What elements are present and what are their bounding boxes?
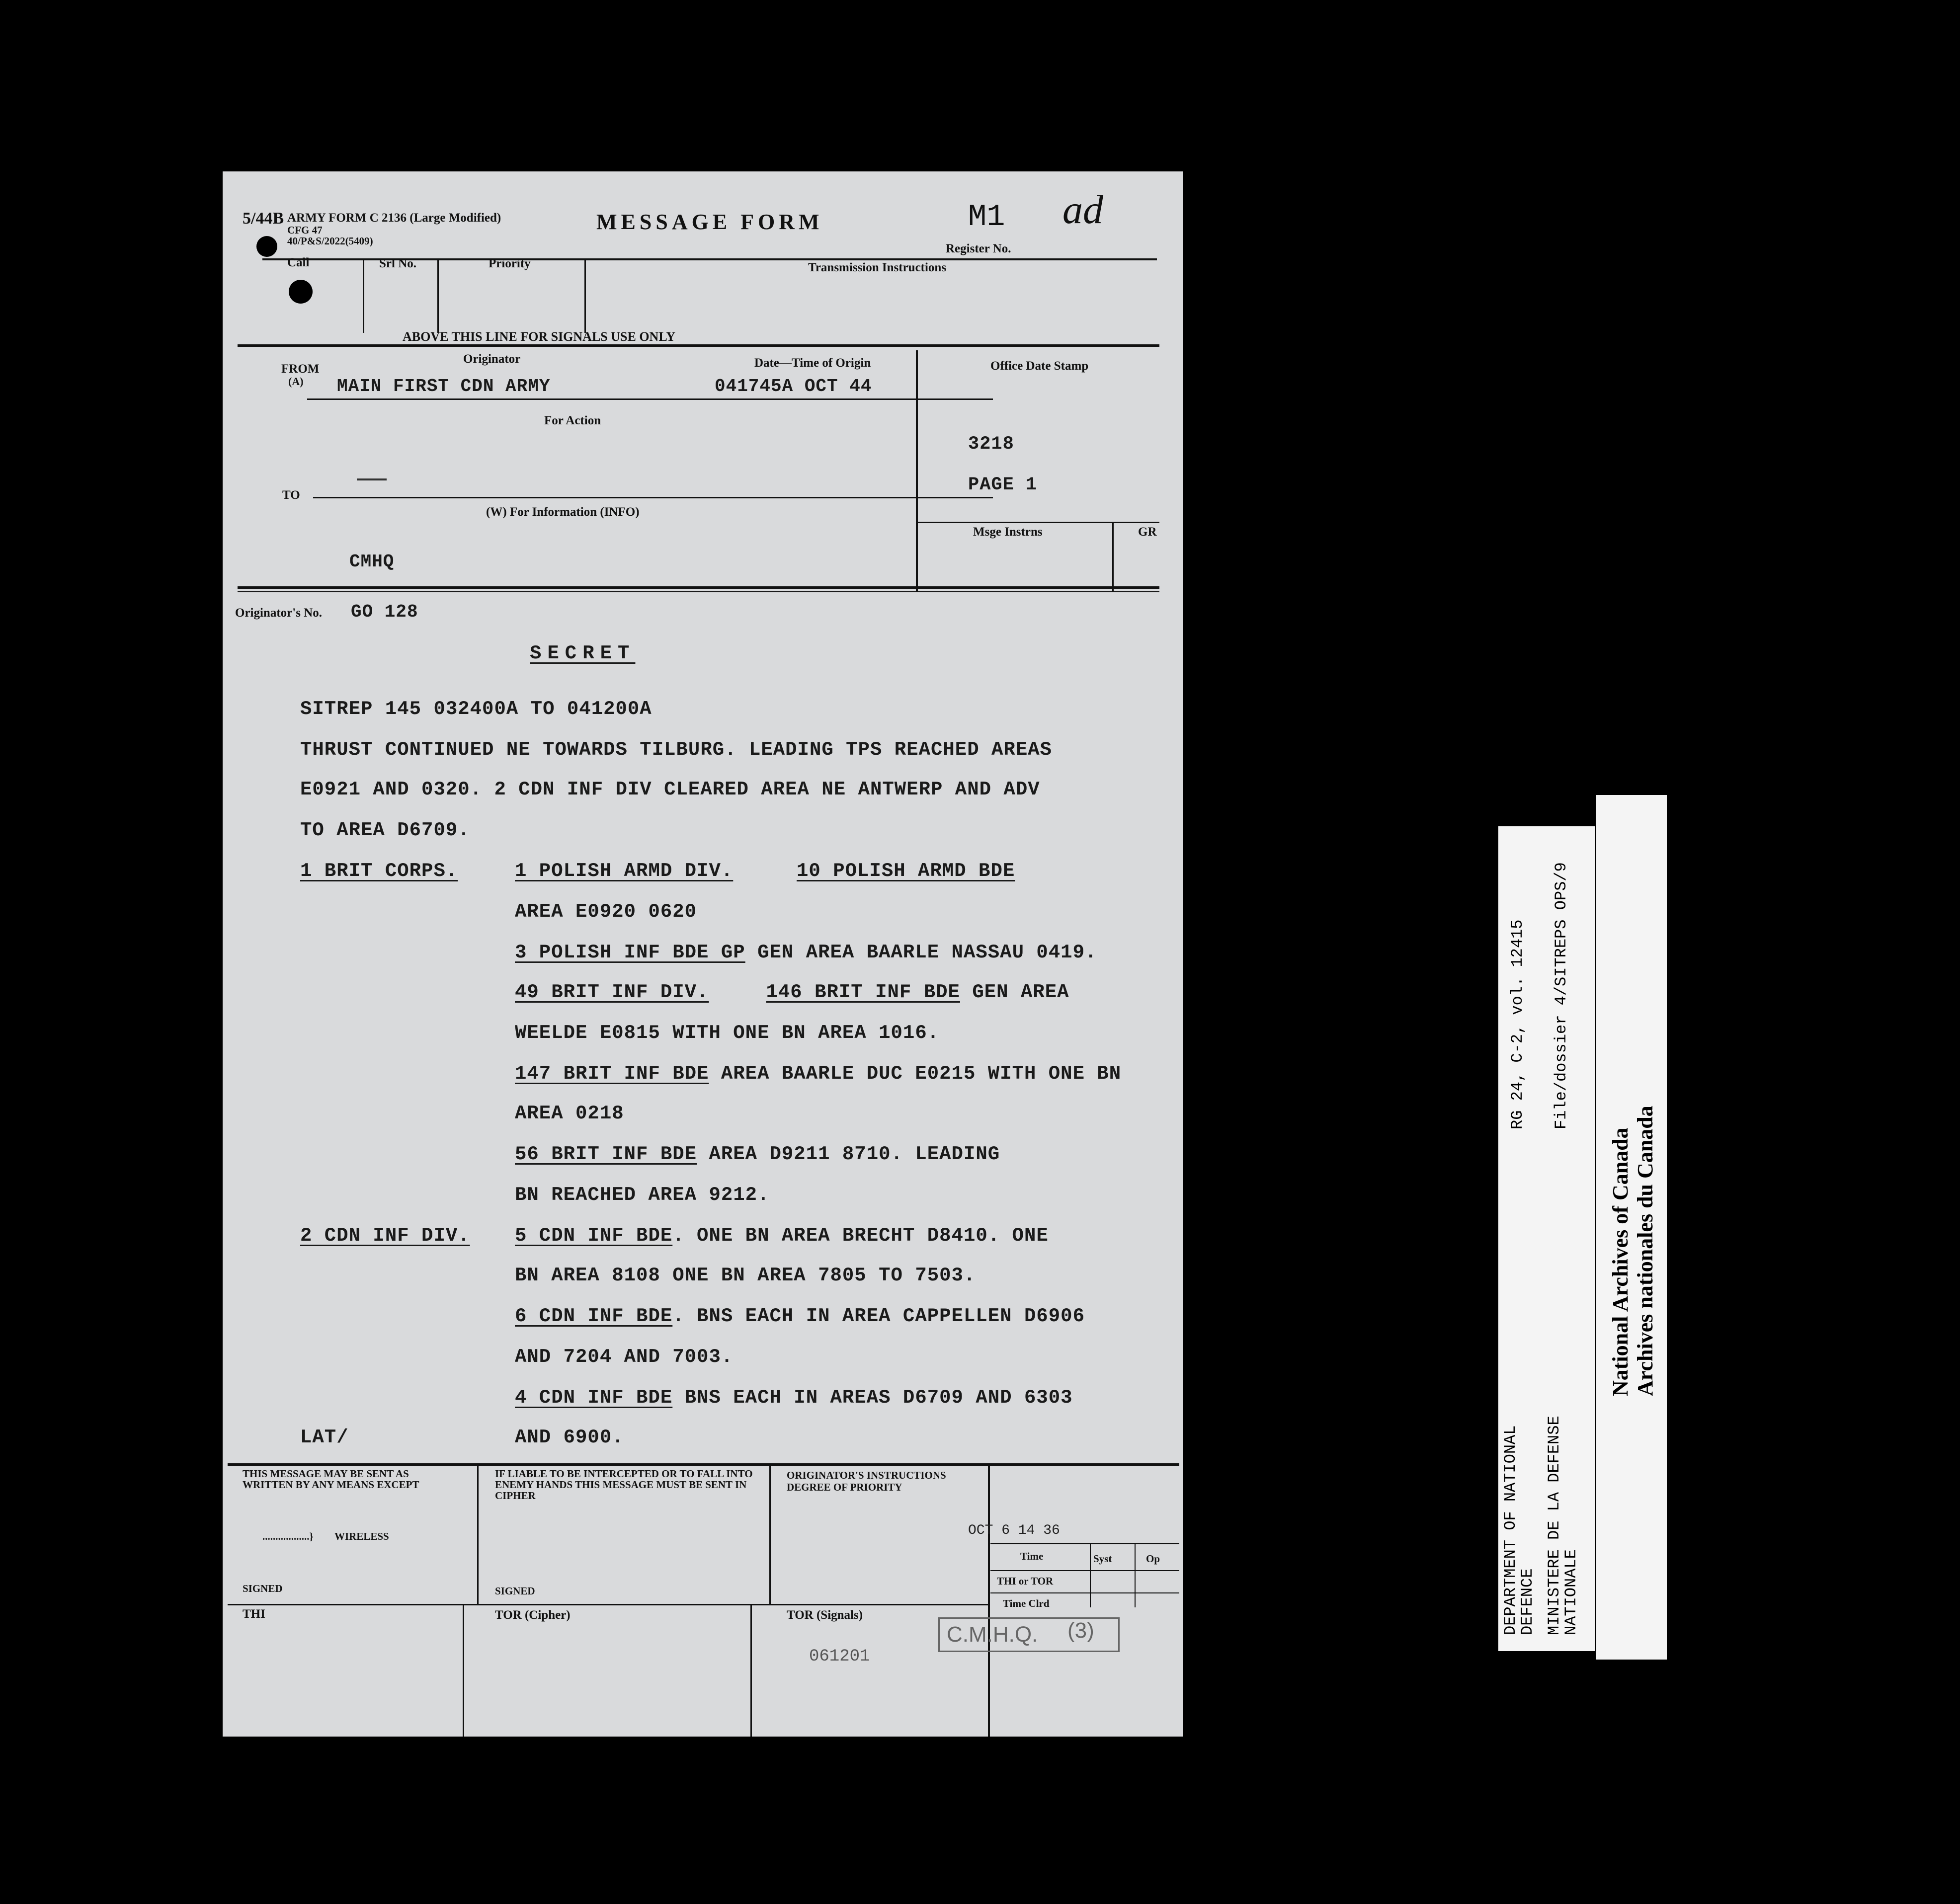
transmission-label: Transmission Instructions (808, 261, 947, 274)
unit-heading: 1 BRIT CORPS. (300, 860, 458, 882)
time-label: Time (1020, 1550, 1044, 1562)
register-label: Register No. (946, 242, 1011, 255)
message-text: GEN AREA (960, 981, 1069, 1003)
office-number: 3218 (968, 434, 1014, 455)
punch-hole (289, 280, 313, 304)
thi-label: THI (243, 1607, 265, 1621)
rule (990, 1543, 1179, 1544)
message-text: . ONE BN AREA BRECHT D8410. ONE (672, 1225, 1049, 1247)
dto-value: 041745A OCT 44 (715, 376, 872, 397)
archive-ref: RG 24, C-2, vol. 12415 (1508, 919, 1527, 1129)
form-name: ARMY FORM C 2136 (Large Modified) (287, 211, 501, 225)
unit-heading: 2 CDN INF DIV. (300, 1225, 470, 1247)
wireless-bracket: ..................} (262, 1530, 314, 1542)
unit-name: 3 POLISH INF BDE GP (515, 942, 745, 963)
unit-name: 4 CDN INF BDE (515, 1387, 673, 1409)
call-label: Call (287, 256, 310, 269)
thi-tor-label: THI or TOR (997, 1575, 1054, 1587)
originator-label: Originator (463, 352, 521, 366)
message-line (515, 942, 1097, 963)
unit-name: 5 CDN INF BDE (515, 1225, 673, 1247)
archive-text: MINISTERE DE LA DEFENSE (1545, 1416, 1563, 1635)
nac-text (1608, 1106, 1658, 1396)
originator-instructions: ORIGINATOR'S INSTRUCTIONS DEGREE OF PRIORITY (787, 1469, 946, 1493)
sent-as-note: THIS MESSAGE MAY BE SENT AS WRITTEN BY ANY MEANS EXCEPT (243, 1468, 419, 1491)
wireless-label: WIRELESS (334, 1530, 389, 1542)
message-line: SITREP 145 032400A TO 041200A (300, 698, 652, 720)
message-line: E0921 AND 0320. 2 CDN INF DIV CLEARED AREA NE ANTWERP AND ADV (300, 779, 1040, 800)
rule (1090, 1543, 1091, 1607)
form-line-2: CFG 47 (287, 224, 323, 236)
message-text: . BNS EACH IN AREA CAPPELLEN D6906 (672, 1305, 1085, 1327)
above-line-note: ABOVE THIS LINE FOR SIGNALS USE ONLY (403, 329, 676, 344)
unit-name: 6 CDN INF BDE (515, 1305, 673, 1327)
message-line (515, 981, 1069, 1003)
message-line: AND 6900. (515, 1427, 624, 1448)
rule (437, 258, 439, 333)
office-page: PAGE 1 (968, 475, 1038, 495)
nac-en: National Archives of Canada (1608, 1127, 1633, 1396)
form-line-3: 40/P&S/2022(5409) (287, 235, 373, 247)
rule (988, 1466, 990, 1737)
message-text: GEN AREA BAARLE NASSAU 0419. (745, 942, 1097, 963)
priority-label: Priority (489, 257, 531, 270)
message-line (515, 1387, 1073, 1409)
message-form-paper (223, 171, 1183, 1737)
last-marker: LAT/ (300, 1427, 349, 1448)
unit-name: 56 BRIT INF BDE (515, 1143, 697, 1165)
unit-name: 147 BRIT INF BDE (515, 1063, 709, 1085)
rule (769, 1466, 771, 1605)
archive-text: DEPARTMENT OF NATIONAL (1501, 1425, 1520, 1635)
rule (363, 258, 364, 333)
message-line (515, 1305, 1085, 1327)
rule (990, 1592, 1179, 1593)
rule (238, 586, 1159, 589)
from-value: MAIN FIRST CDN ARMY (337, 376, 551, 397)
syst-label: Syst (1093, 1553, 1112, 1565)
rule (238, 591, 1159, 592)
message-line: AND 7204 AND 7003. (515, 1346, 734, 1368)
rule (750, 1605, 752, 1737)
message-text: AREA D9211 8710. LEADING (697, 1143, 1000, 1165)
register-initials: ad (1062, 187, 1103, 232)
rule (228, 1604, 988, 1605)
srl-label: Srl No. (379, 257, 416, 270)
time-clrd-label: Time Clrd (1003, 1597, 1050, 1609)
stamp-text: C.M.H.Q. (947, 1622, 1038, 1647)
unit-name: 146 BRIT INF BDE (766, 981, 960, 1003)
tor-cipher-label: TOR (Cipher) (495, 1608, 571, 1622)
message-line (515, 1063, 1121, 1085)
register-value: M1 (968, 199, 1005, 235)
office-stamp-label: Office Date Stamp (990, 359, 1089, 373)
gr-label: GR (1138, 525, 1157, 539)
signed-label: SIGNED (495, 1585, 535, 1597)
archive-file: File/dossier 4/SITREPS OPS/9 (1552, 862, 1570, 1129)
rule (584, 258, 586, 333)
from-label: FROM (281, 362, 320, 376)
originator-no-value: GO 128 (351, 602, 418, 622)
message-line: AREA 0218 (515, 1103, 624, 1124)
signed-label: SIGNED (243, 1583, 283, 1594)
cmhq-stamp-number: (3) (1067, 1618, 1094, 1643)
unit-name: 49 BRIT INF DIV. (515, 981, 709, 1003)
form-code: 5/44B (243, 209, 284, 228)
rule (307, 398, 993, 400)
rule (1135, 1543, 1136, 1607)
archive-col1 (1502, 1426, 1536, 1635)
rule (228, 1463, 1179, 1466)
cipher-note: IF LIABLE TO BE INTERCEPTED OR TO FALL INTO ENEMY HANDS THIS MESSAGE MUST BE SENT IN CIPHER (495, 1468, 753, 1502)
message-line (515, 1225, 1049, 1247)
message-text: AREA BAARLE DUC E0215 WITH ONE BN (709, 1063, 1122, 1085)
archive-text: NATIONALE (1562, 1549, 1580, 1635)
nac-fr: Archives nationales du Canada (1633, 1106, 1657, 1396)
message-line: BN AREA 8108 ONE BN AREA 7805 TO 7503. (515, 1265, 976, 1286)
dto-label: Date—Time of Origin (754, 356, 871, 370)
archive-reference-label (1498, 826, 1595, 1651)
rule (463, 1605, 464, 1737)
archive-text: DEFENCE (1518, 1568, 1537, 1635)
rule (313, 497, 993, 498)
classification: SECRET (530, 642, 636, 664)
rule (916, 522, 1159, 523)
receipt-stamp: OCT 6 14 36 (968, 1523, 1060, 1538)
rule (990, 1570, 1179, 1571)
message-line: TO AREA D6709. (300, 819, 470, 841)
punch-hole (256, 236, 277, 257)
rule (916, 350, 918, 591)
info-value: CMHQ (349, 552, 395, 572)
unit-name: 10 POLISH ARMD BDE (797, 860, 1015, 882)
to-label: TO (282, 488, 300, 502)
national-archives-label (1596, 795, 1667, 1660)
message-line (515, 1143, 1000, 1165)
message-line: WEELDE E0815 WITH ONE BN AREA 1016. (515, 1022, 940, 1044)
archive-col2 (1546, 1416, 1580, 1635)
to-mark (357, 478, 387, 480)
from-sub: (A) (288, 375, 304, 388)
op-label: Op (1146, 1553, 1160, 1565)
message-line: THRUST CONTINUED NE TOWARDS TILBURG. LEADING TPS REACHED AREAS (300, 739, 1053, 761)
rule (477, 1466, 479, 1605)
rule (1112, 522, 1114, 591)
msge-instrns-label: Msge Instrns (973, 525, 1043, 539)
info-label: (W) For Information (INFO) (486, 505, 640, 519)
unit-name: 1 POLISH ARMD DIV. (515, 860, 734, 882)
form-title: MESSAGE FORM (596, 210, 823, 234)
tor-signals-label: TOR (Signals) (787, 1608, 863, 1622)
message-line: BN REACHED AREA 9212. (515, 1184, 770, 1206)
tor-signals-value: 061201 (809, 1647, 870, 1666)
for-action-label: For Action (544, 414, 601, 427)
rule (238, 344, 1159, 347)
message-line: AREA E0920 0620 (515, 901, 697, 923)
originator-no-label: Originator's No. (235, 606, 322, 620)
message-text: BNS EACH IN AREAS D6709 AND 6303 (672, 1387, 1073, 1409)
